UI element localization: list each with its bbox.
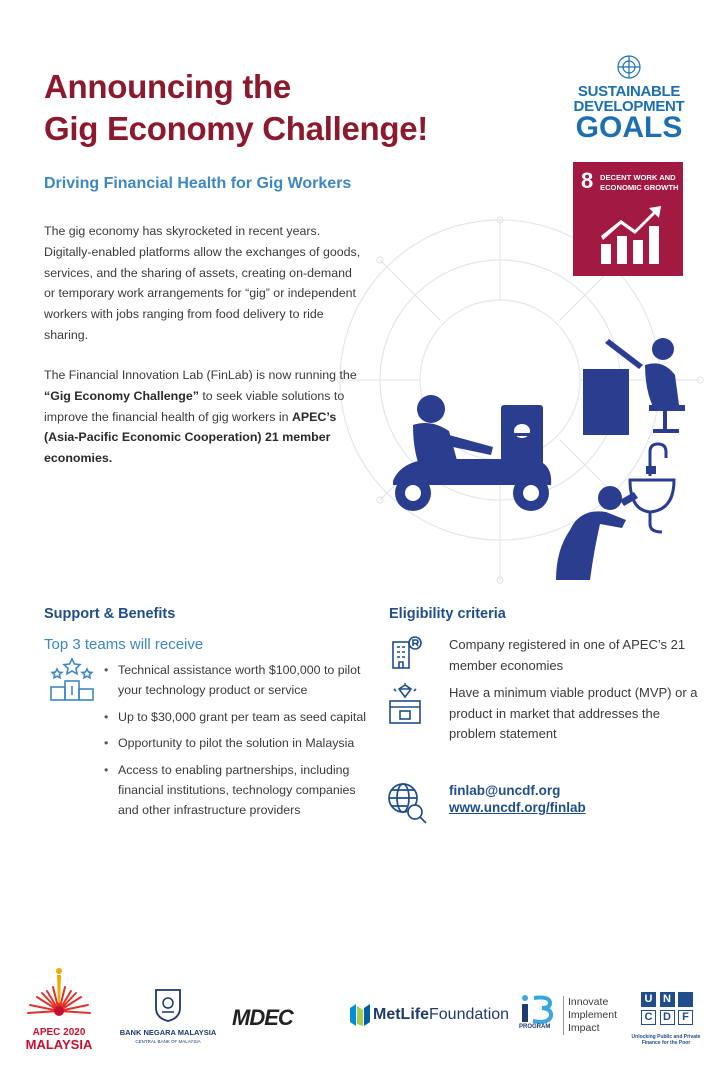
eligibility-heading: Eligibility criteria (389, 606, 506, 622)
i3-program-label: PROGRAM (519, 1024, 551, 1030)
benefit-item: • Up to $30,000 grant per team as seed capital (104, 707, 366, 727)
intro-paragraph-1: The gig economy has skyrocketed in recent years. Digitally-enabled platforms allow the exchanges of goods, services, and the sharing of assets, creating on-demand or temporary work arrangements for “gig” or independent workers with jobs ranging from food delivery to ride sharing. (44, 224, 361, 342)
apec-line-1: APEC 2020 (32, 1027, 86, 1038)
uncdf-letter-n: N (660, 992, 675, 1007)
metlife-logo-mark (350, 1004, 370, 1026)
benefit-item: • Access to enabling partnerships, including financial institutions, technology companies and other infrastructure providers (104, 760, 366, 821)
sdg-line-2: DEVELOPMENT (573, 98, 685, 115)
i3-line-2: Implement (568, 1009, 618, 1021)
top-teams-subheading: Top 3 teams will receive (44, 636, 204, 653)
bnm-sub: CENTRAL BANK OF MALAYSIA (135, 1039, 201, 1044)
i3-line-3: Impact (568, 1022, 600, 1034)
plumber-illustration (550, 440, 680, 585)
page-title (44, 66, 544, 150)
page-subtitle: Driving Financial Health for Gig Workers (44, 175, 352, 192)
sdg-logo (570, 52, 688, 142)
sdg-line-3: GOALS (575, 111, 683, 144)
intro-p2-text-1: The Financial Innovation Lab (FinLab) is now running the (44, 368, 357, 382)
benefit-item: • Technical assistance worth $100,000 to pilot your technology product or service (104, 660, 366, 701)
growth-chart-icon (597, 204, 663, 266)
apec-logo-text (18, 1027, 100, 1051)
un-emblem-icon (614, 52, 644, 82)
metlife-name: MetLife (373, 1006, 429, 1023)
support-heading: Support & Benefits (44, 606, 176, 622)
sdg8-label-line-2: ECONOMIC GROWTH (600, 183, 679, 192)
sdg8-tile (573, 162, 683, 276)
delivery-scooter-illustration (383, 385, 573, 515)
product-box-icon (386, 683, 424, 725)
title-line-1: Announcing the (44, 68, 291, 105)
uncdf-tagline-2: Finance for the Poor (641, 1040, 691, 1046)
i3-tagline (563, 996, 617, 1035)
metlife-foundation-logo (373, 1006, 509, 1024)
intro-p2-apec: APEC’s (Asia-Pacific Economic Cooperation) 21 member economies. (44, 409, 337, 466)
uncdf-tagline (626, 1034, 706, 1046)
registered-building-icon (388, 634, 424, 670)
contact-block (449, 782, 586, 816)
mdec-logo: MDEC (232, 1005, 293, 1030)
apec-flower-logo (20, 963, 98, 1027)
uncdf-logo (641, 992, 693, 1032)
un-emblem-small-icon (678, 992, 693, 1007)
uncdf-letter-c: C (641, 1010, 656, 1025)
sdg8-label (600, 173, 680, 193)
sdg-line-1: SUSTAINABLE (577, 83, 681, 100)
bnm-logo-text (113, 1028, 223, 1046)
email-link[interactable]: finlab@uncdf.org (449, 783, 561, 798)
desk-worker-illustration (583, 335, 693, 435)
uncdf-tagline-1: Unlocking Public and Private (631, 1034, 701, 1040)
intro-paragraph-2 (44, 365, 364, 469)
intro-p2-challenge-name: “Gig Economy Challenge” (44, 388, 199, 403)
website-link[interactable]: www.uncdf.org/finlab (449, 800, 586, 815)
eligibility-item-2: Have a minimum viable product (MVP) or a product in market that addresses the problem statement (449, 685, 698, 742)
bnm-emblem-icon (154, 988, 182, 1022)
metlife-foundation-word: Foundation (429, 1006, 510, 1023)
benefit-item: • Opportunity to pilot the solution in Malaysia (104, 733, 366, 753)
benefits-list (104, 660, 366, 827)
web-search-icon (385, 780, 429, 826)
uncdf-letter-d: D (660, 1010, 675, 1025)
i3-program-logo-mark (520, 994, 556, 1024)
intro-p2-text-2: to seek viable solutions to improve the financial health of gig workers in (44, 388, 345, 424)
bnm-name: BANK NEGARA MALAYSIA (119, 1028, 217, 1037)
apec-line-2: MALAYSIA (25, 1037, 93, 1052)
podium-stars-icon (48, 657, 96, 701)
sdg8-label-line-1: DECENT WORK AND (600, 173, 676, 182)
uncdf-letter-f: F (678, 1010, 693, 1025)
title-line-2: Gig Economy Challenge! (44, 110, 428, 147)
eligibility-item-1: Company registered in one of APEC’s 21 member economies (449, 637, 686, 673)
i3-line-1: Innovate (568, 996, 609, 1008)
uncdf-letter-u: U (641, 992, 656, 1007)
sdg8-number: 8 (581, 168, 594, 193)
